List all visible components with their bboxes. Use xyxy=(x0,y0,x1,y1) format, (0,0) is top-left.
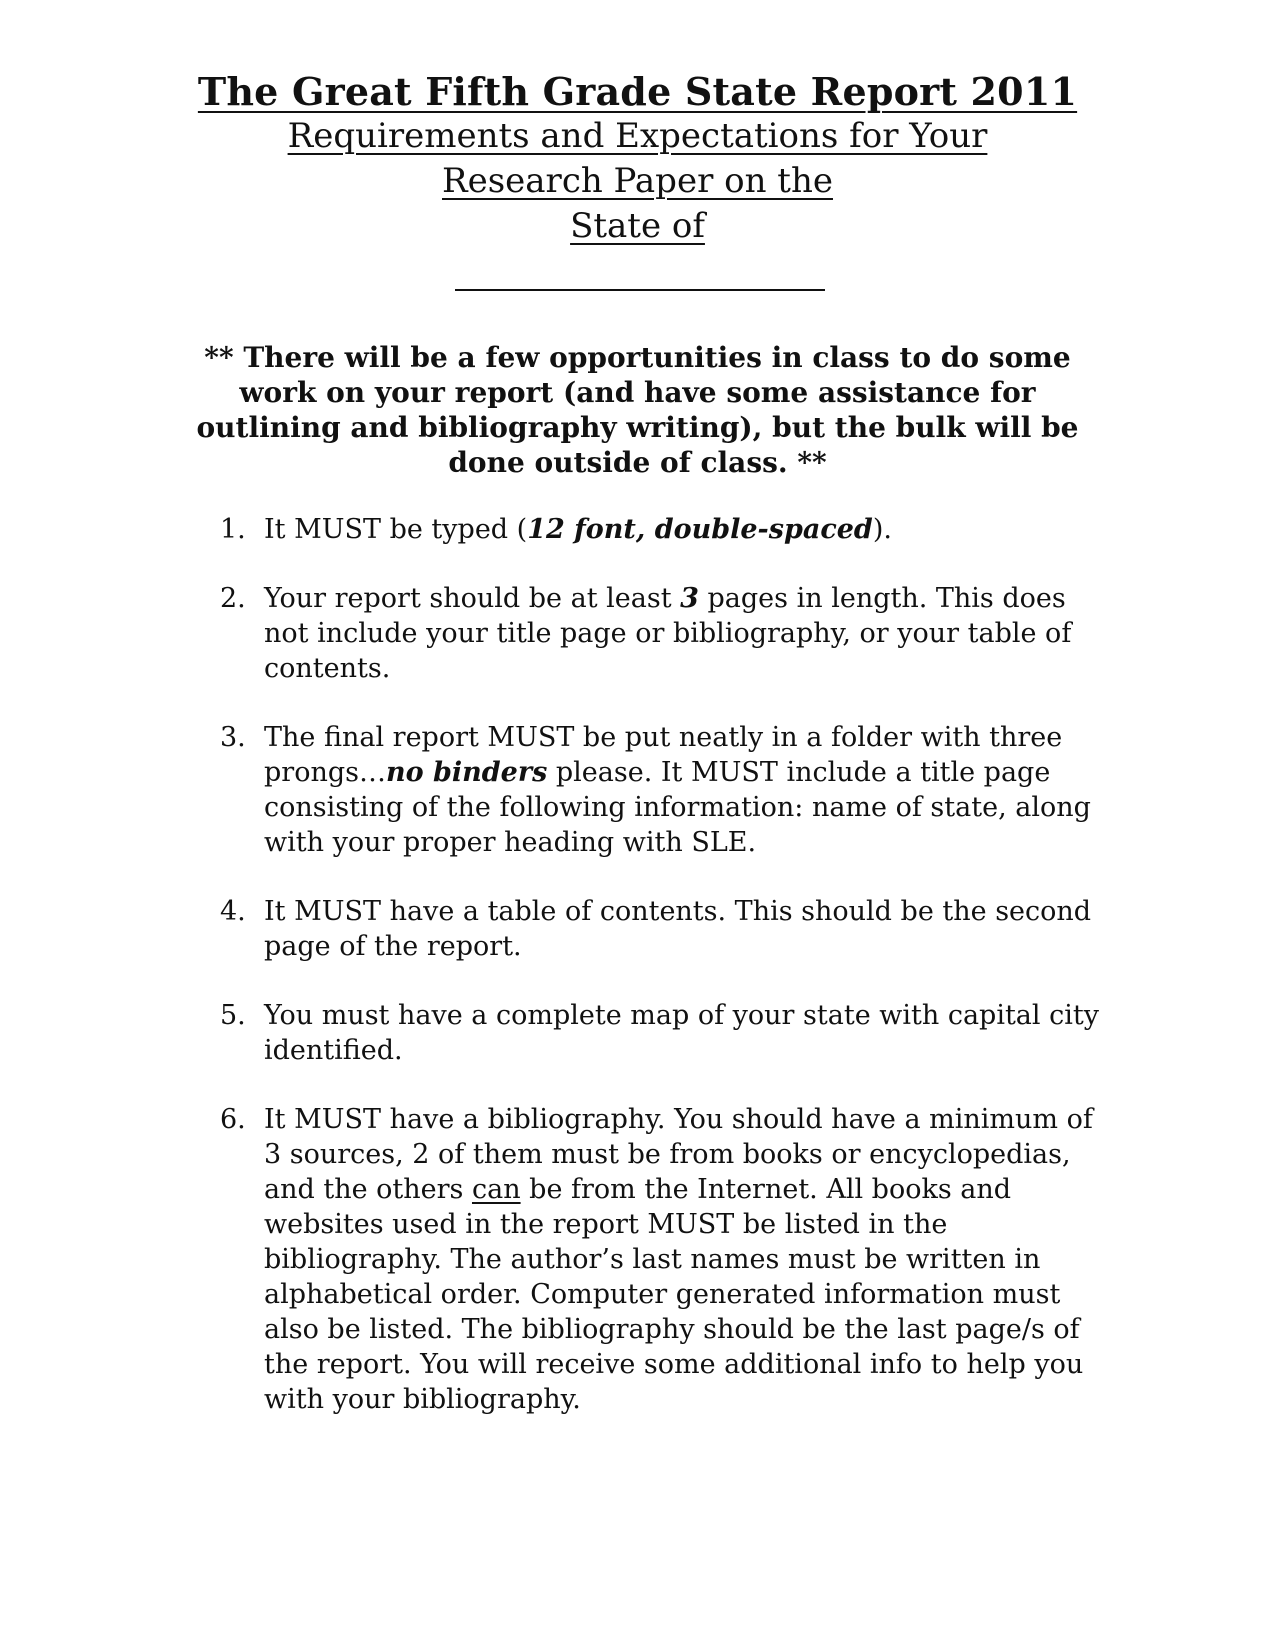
page-count-emphasis: 3 xyxy=(680,583,699,614)
document-subtitle xyxy=(0,114,1275,249)
requirement-number: 5. xyxy=(220,1000,246,1031)
class-time-note: ** There will be a few opportunities in class to do some work on your report (and have some assistance for outlining and bibliography writing), but the bulk will be done outside of class. ** xyxy=(196,341,1079,479)
requirement-item-2: 2. Your report should be at least 3 pages in length. This does not include your title page or bibliography, or your table of contents. xyxy=(220,583,1072,684)
requirement-item-1: 1. It MUST be typed (12 font, double-spaced). xyxy=(220,514,892,545)
requirement-item-4 xyxy=(200,894,1100,964)
requirement-number: 2. xyxy=(220,583,246,614)
subtitle-line-3: State of xyxy=(570,206,705,246)
font-spec-emphasis: 12 font, double-spaced xyxy=(527,514,873,545)
subtitle-line-2: Research Paper on the xyxy=(442,161,833,201)
requirement-number: 6. xyxy=(220,1104,246,1135)
requirement-item-6: 6. It MUST have a bibliography. You should have a minimum of 3 sources, 2 of them must be from books or encyclopedias, and the others can be from the Internet. All books and websites used in the report MUST be listed in the bibliography. The author’s last names must be written in alphabetical order. Computer generated information must also be listed. The bibliography should be the last page/s of the report. You will receive some additional info to help you with your bibliography. xyxy=(220,1104,1093,1415)
requirement-number: 4. xyxy=(220,896,246,927)
requirement-item-3: 3. The final report MUST be put neatly in a folder with three prongs…no binders please. It MUST include a title page consisting of the following information: name of state, along with your proper heading with SLE. xyxy=(220,722,1091,858)
requirement-number: 1. xyxy=(220,514,246,545)
requirement-text: It MUST have a table of contents. This should be the second page of the report. xyxy=(264,896,1092,962)
state-name-blank-line xyxy=(455,289,825,291)
no-binders-emphasis: no binders xyxy=(385,757,548,788)
requirements-list xyxy=(200,512,1100,1451)
requirement-text: You must have a complete map of your state with capital city identified. xyxy=(264,1000,1099,1066)
can-underlined: can xyxy=(471,1174,521,1205)
requirement-item-5 xyxy=(200,998,1100,1068)
requirement-number: 3. xyxy=(220,722,246,753)
subtitle-line-1: Requirements and Expectations for Your xyxy=(287,116,988,156)
document-title: The Great Fifth Grade State Report 2011 xyxy=(197,69,1078,114)
